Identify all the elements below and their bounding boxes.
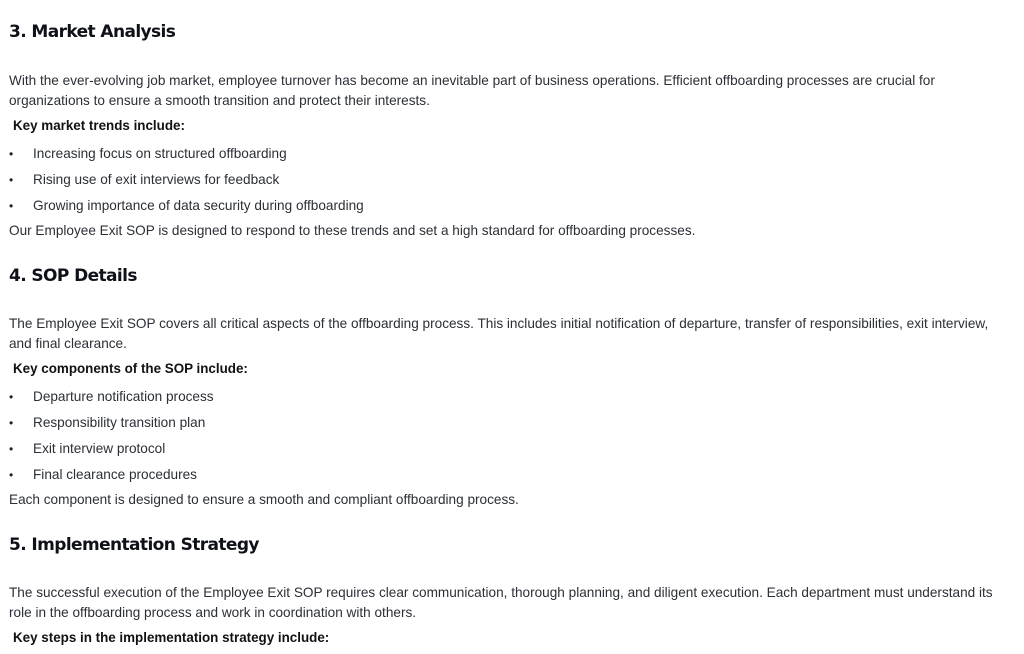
list-item [9,387,214,413]
bullet-icon: • [9,416,14,430]
section-closing: Each component is designed to ensure a smooth and compliant offboarding process. [9,492,519,507]
bullet-icon: • [9,173,14,187]
list-title: Key components of the SOP include: [13,361,248,376]
list-item-text: Increasing focus on structured offboarding [33,146,287,161]
list-item [9,196,364,222]
list-item-text: Rising use of exit interviews for feedback [33,172,280,187]
list-title: Key market trends include: [13,118,185,133]
section-intro: The Employee Exit SOP covers all critical aspects of the offboarding process. This includes initial notification of departure, transfer of responsibilities, exit interview, and final clearance. [9,316,989,351]
list-item [9,170,364,196]
list-item-text: Final clearance procedures [33,467,197,482]
list-item [9,413,214,439]
list-item-text: Exit interview protocol [33,441,166,456]
bullet-icon: • [9,199,14,213]
list-item-text: Responsibility transition plan [33,415,206,430]
bullet-icon: • [9,468,14,482]
section-closing: Our Employee Exit SOP is designed to respond to these trends and set a high standard for offboarding processes. [9,223,696,238]
list-item [9,465,214,491]
trend-list [9,144,364,222]
list-item-text: Departure notification process [33,389,214,404]
list-item-text: Growing importance of data security during offboarding [33,198,364,213]
bullet-icon: • [9,390,14,404]
section-heading: 3. Market Analysis [9,22,176,42]
list-title: Key steps in the implementation strategy include: [13,630,330,645]
components-list [9,387,214,491]
bullet-icon: • [9,442,14,456]
section-intro: With the ever-evolving job market, employee turnover has become an inevitable part of business operations. Efficient offboarding processes are crucial for organizations to ensure a smooth transition and protect their interests. [9,73,935,108]
list-item [9,439,214,465]
bullet-icon: • [9,147,14,161]
list-item [9,144,364,170]
section-heading: 5. Implementation Strategy [9,535,259,555]
section-intro: The successful execution of the Employee Exit SOP requires clear communication, thorough planning, and diligent execution. Each department must understand its role in the offboarding process and work in coordination with others. [9,585,993,620]
section-heading: 4. SOP Details [9,266,137,286]
